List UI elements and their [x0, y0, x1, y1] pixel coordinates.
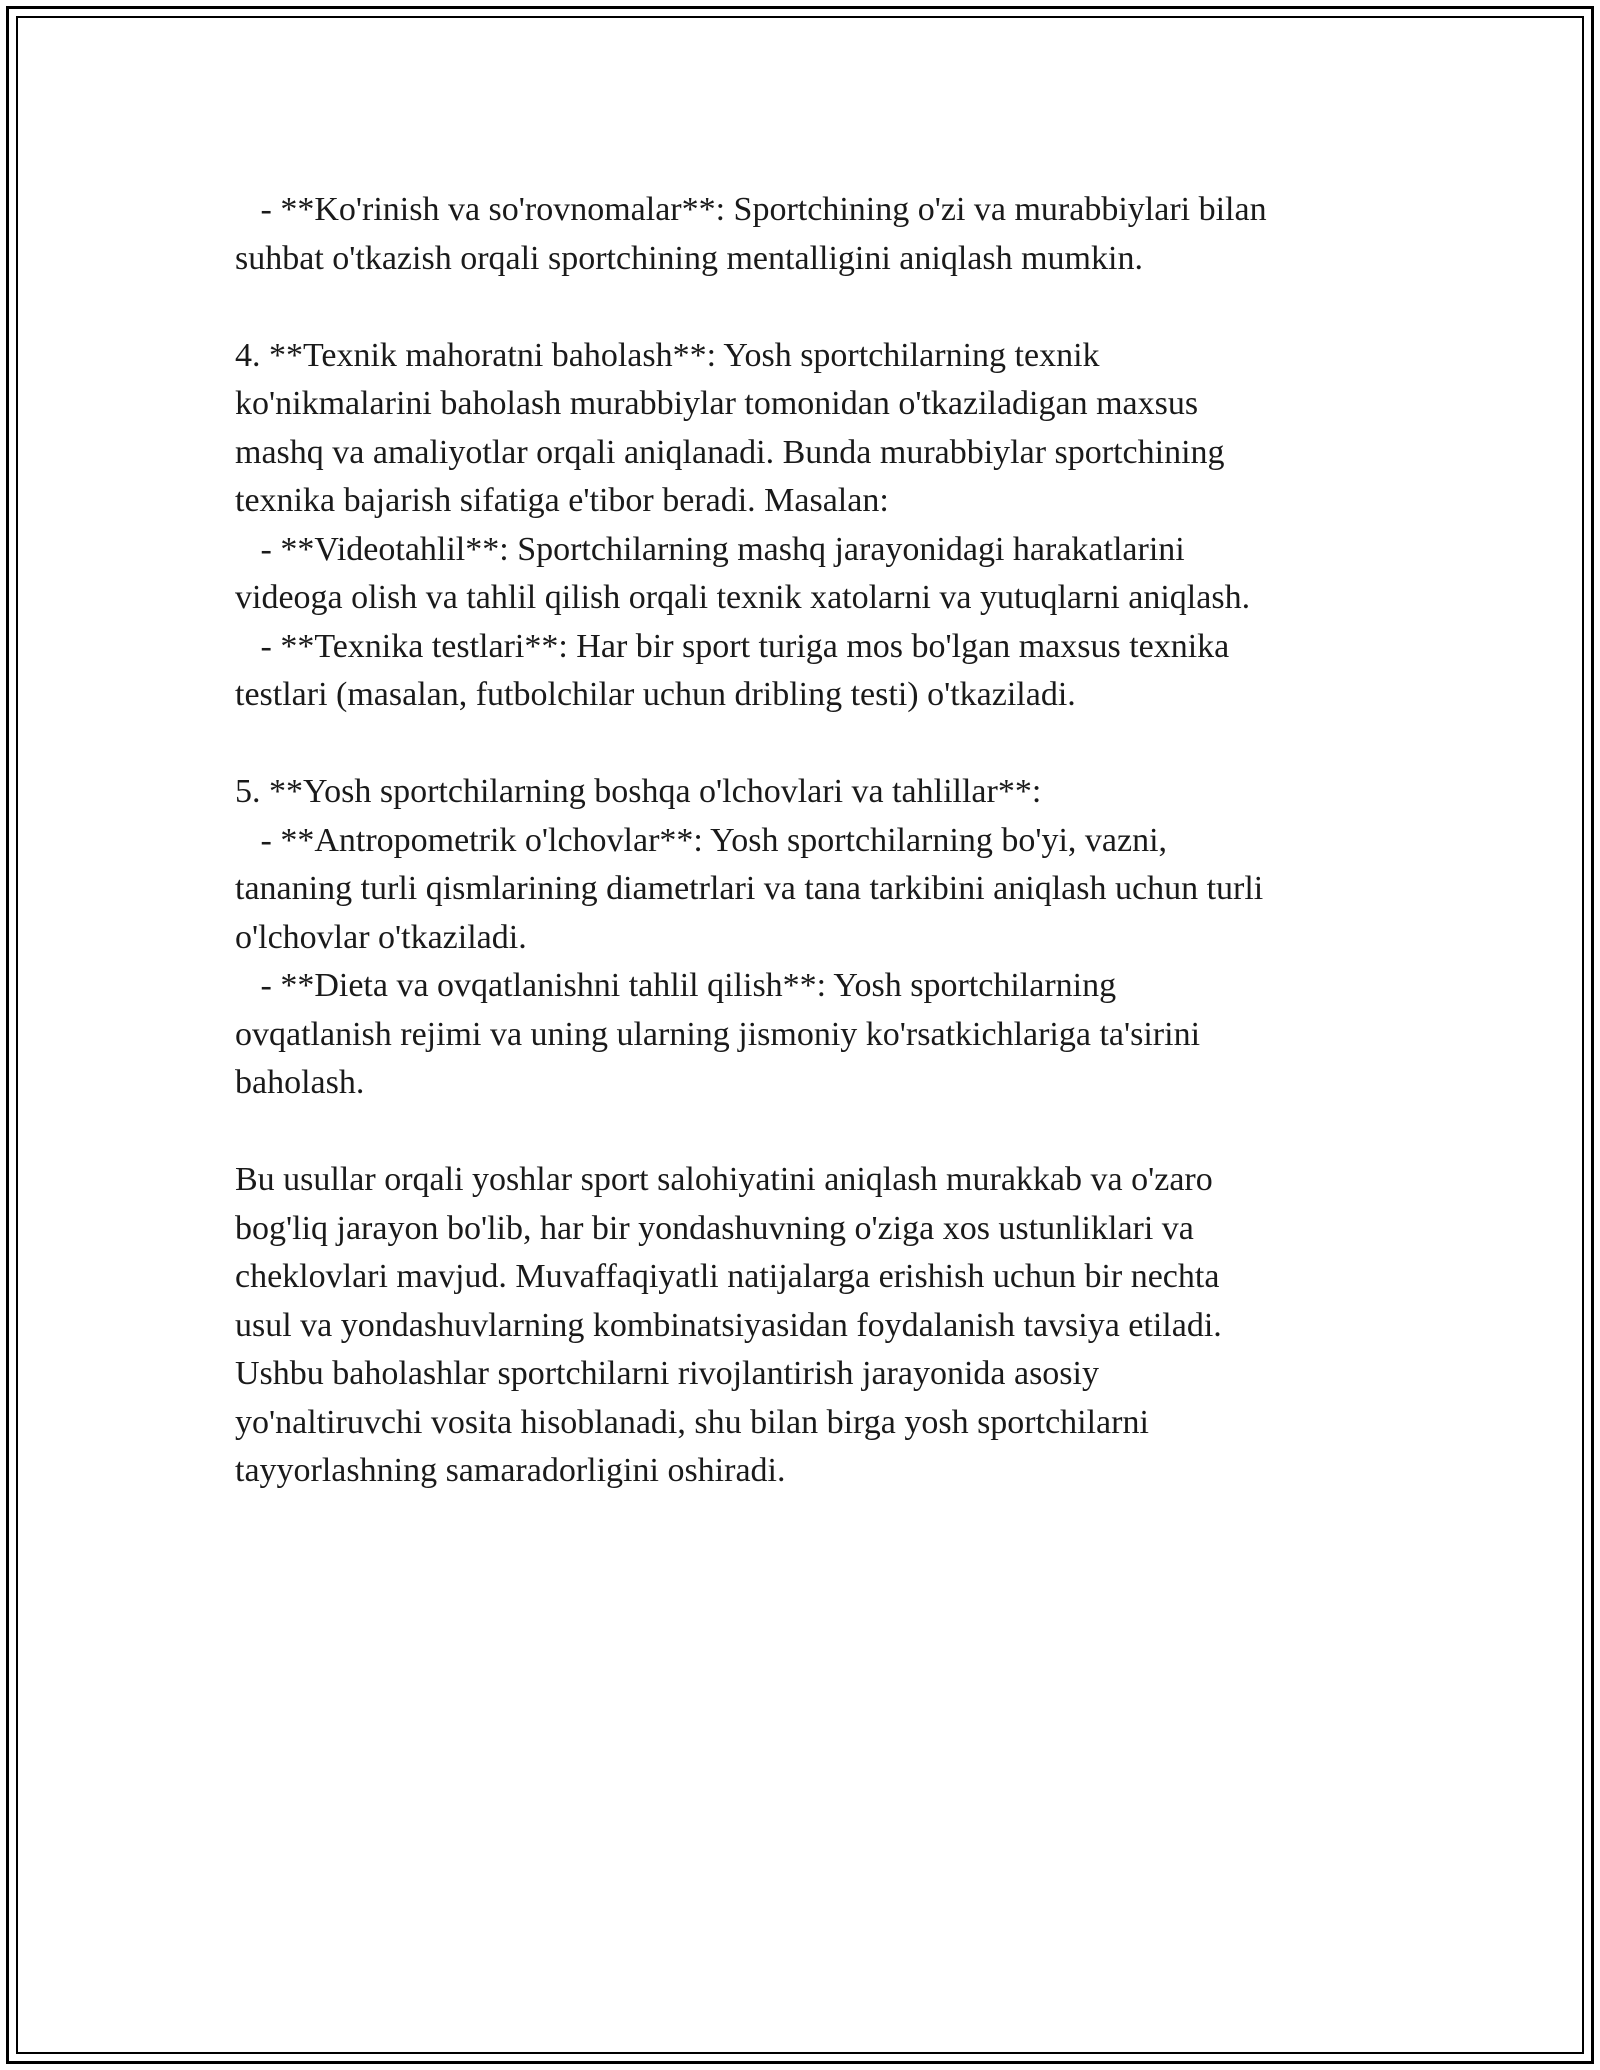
text-line: - **Antropometrik o'lchovlar**: Yosh sportchilarning bo'yi, vazni,	[235, 821, 1168, 859]
blank-line	[235, 283, 1365, 332]
text-line: cheklovlari mavjud. Muvaffaqiyatli natijalarga erishish uchun bir nechta	[235, 1258, 1220, 1295]
text-line: ko'nikmalarini baholash murabbiylar tomonidan o'tkaziladigan maxsus	[235, 385, 1199, 422]
text-line: testlari (masalan, futbolchilar uchun dribling testi) o'tkaziladi.	[235, 676, 1076, 713]
text-line: - **Texnika testlari**: Har bir sport turiga mos bo'lgan maxsus texnika	[235, 627, 1230, 665]
text-line: Bu usullar orqali yoshlar sport salohiyatini aniqlash murakkab va o'zaro	[235, 1161, 1213, 1198]
text-line: suhbat o'tkazish orqali sportchining mentalligini aniqlash mumkin.	[235, 239, 1143, 277]
text-line: yo'naltiruvchi vosita hisoblanadi, shu bilan birga yosh sportchilarni	[235, 1403, 1149, 1441]
blank-line	[235, 720, 1365, 769]
text-line: - **Videotahlil**: Sportchilarning mashq jarayonidagi harakatlarini	[235, 530, 1185, 568]
text-line: videoga olish va tahlil qilish orqali texnik xatolarni va yutuqlarni aniqlash.	[235, 579, 1251, 616]
text-line: o'lchovlar o'tkaziladi.	[235, 918, 527, 956]
text-line: usul va yondashuvlarning kombinatsiyasidan foydalanish tavsiya etiladi.	[235, 1306, 1222, 1344]
text-line: Ushbu baholashlar sportchilarni rivojlantirish jarayonida asosiy	[235, 1355, 1099, 1392]
text-line: texnika bajarish sifatiga e'tibor beradi. Masalan:	[235, 482, 889, 519]
text-line: - **Ko'rinish va so'rovnomalar**: Sportchining o'zi va murabbiylari bilan	[235, 191, 1267, 228]
text-line: - **Dieta va ovqatlanishni tahlil qilish**: Yosh sportchilarning	[235, 967, 1117, 1004]
text-line: bog'liq jarayon bo'lib, har bir yondashuvning o'ziga xos ustunliklari va	[235, 1209, 1194, 1247]
blank-line	[235, 1108, 1365, 1157]
text-line: 4. **Texnik mahoratni baholash**: Yosh sportchilarning texnik	[235, 336, 1100, 374]
text-line: baholash.	[235, 1064, 365, 1101]
text-line: 5. **Yosh sportchilarning boshqa o'lchovlari va tahlillar**:	[235, 773, 1042, 810]
text-line: tayyorlashning samaradorligini oshiradi.	[235, 1452, 786, 1489]
text-line: ovqatlanish rejimi va uning ularning jismoniy ko'rsatkichlariga ta'sirini	[235, 1015, 1201, 1053]
text-line: tananing turli qismlarining diametrlari va tana tarkibini aniqlash uchun turli	[235, 870, 1264, 907]
text-line: mashq va amaliyotlar orqali aniqlanadi. Bunda murabbiylar sportchining	[235, 433, 1225, 471]
document-body	[235, 186, 1365, 1496]
